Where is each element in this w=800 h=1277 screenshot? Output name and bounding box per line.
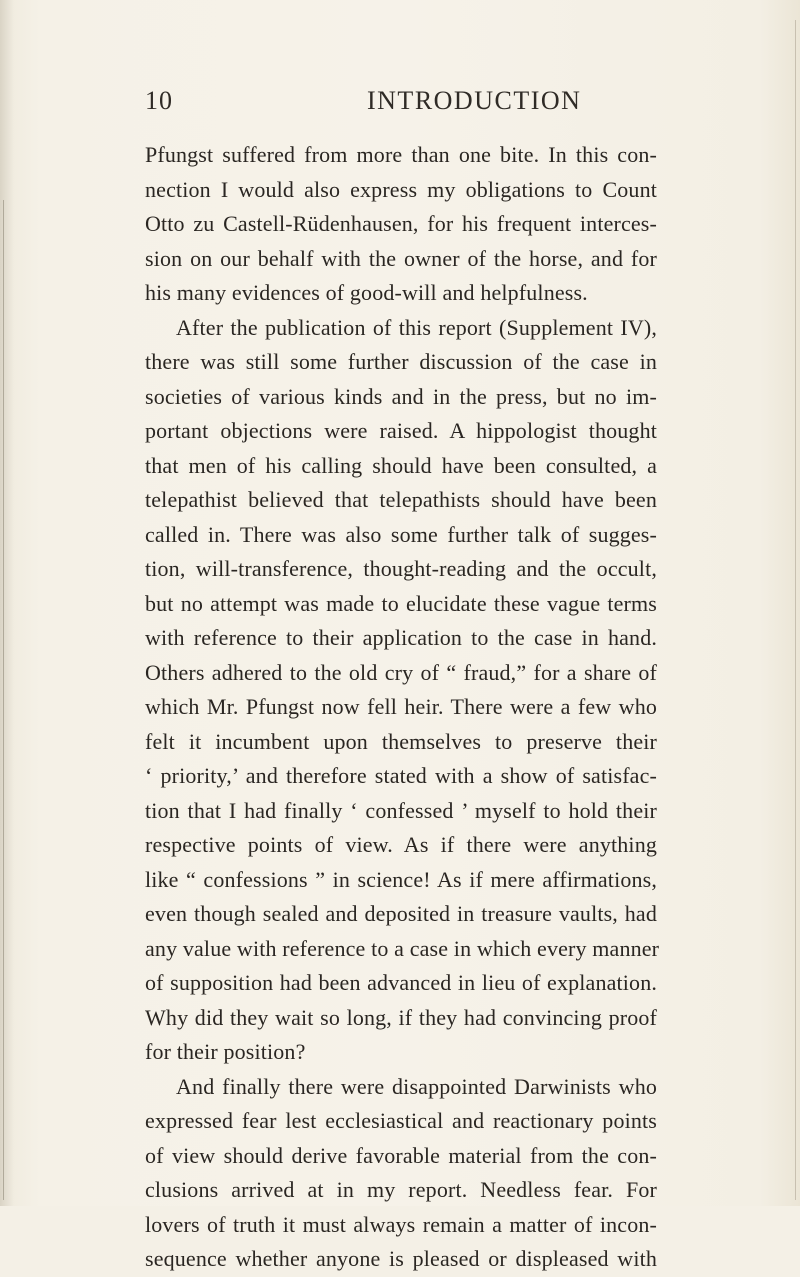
text-line: tion that I had finally ‘ confessed ’ myself to hold their [145,797,657,823]
text-line: tion, will-transference, thought-reading and the occult, [145,556,657,581]
text-line: lovers of truth it must always remain a matter of incon- [145,1211,657,1237]
text-line: but no attempt was made to elucidate these vague terms [145,590,657,616]
text-line: called in. There was also some further talk of sugges- [145,521,657,547]
text-line: his many evidences of good-will and helpfulness. [145,280,588,305]
page-number: 10 [145,86,173,115]
text-line: Others adhered to the old cry of “ fraud,” for a share of [145,659,657,685]
text-line: telepathist believed that telepathists should have been [145,487,657,512]
text-line: portant objections were raised. A hippologist thought [145,418,657,443]
text-line: there was still some further discussion of the case in [145,349,657,374]
text-line: respective points of view. As if there were anything [145,832,657,857]
text-line: Otto zu Castell-Rüdenhausen, for his frequent interces- [145,211,657,236]
text-line: that men of his calling should have been consulted, a [145,452,657,478]
text-line: sequence whether anyone is pleased or displeased with [145,1246,657,1271]
text-line: After the publication of this report (Supplement IV), [176,314,657,340]
text-line: ‘ priority,’ and therefore stated with a show of satisfac- [145,763,657,788]
page-edge-right [795,20,796,1200]
text-line: even though sealed and deposited in treasure vaults, had [145,901,657,926]
text-line: clusions arrived at in my report. Needless fear. For [145,1177,657,1202]
body-text [145,138,660,1277]
text-line: which Mr. Pfungst now fell heir. There were a few who [145,694,657,719]
running-title: INTRODUCTION [367,86,582,115]
text-line: expressed fear lest ecclesiastical and reactionary points [145,1108,657,1133]
text-line: nection I would also express my obligations to Count [145,176,657,202]
text-line: felt it incumbent upon themselves to preserve their [145,728,657,754]
text-line: Pfungst suffered from more than one bite. In this con- [145,142,657,167]
text-line: of supposition had been advanced in lieu of explanation. [145,970,657,995]
page-edge-left [3,200,4,1200]
text-line: And finally there were disappointed Darwinists who [176,1073,657,1099]
running-head [145,86,657,122]
text-line: sion on our behalf with the owner of the horse, and for [145,245,657,271]
text-line: like “ confessions ” in science! As if mere affirmations, [145,866,657,892]
text-line: societies of various kinds and in the press, but no im- [145,383,657,409]
text-line: of view should derive favorable material from the con- [145,1142,657,1168]
text-line: Why did they wait so long, if they had convincing proof [145,1004,657,1030]
text-line: with reference to their application to the case in hand. [145,625,657,650]
text-line: for their position? [145,1039,306,1064]
text-line: any value with reference to a case in which every manner [145,935,660,961]
